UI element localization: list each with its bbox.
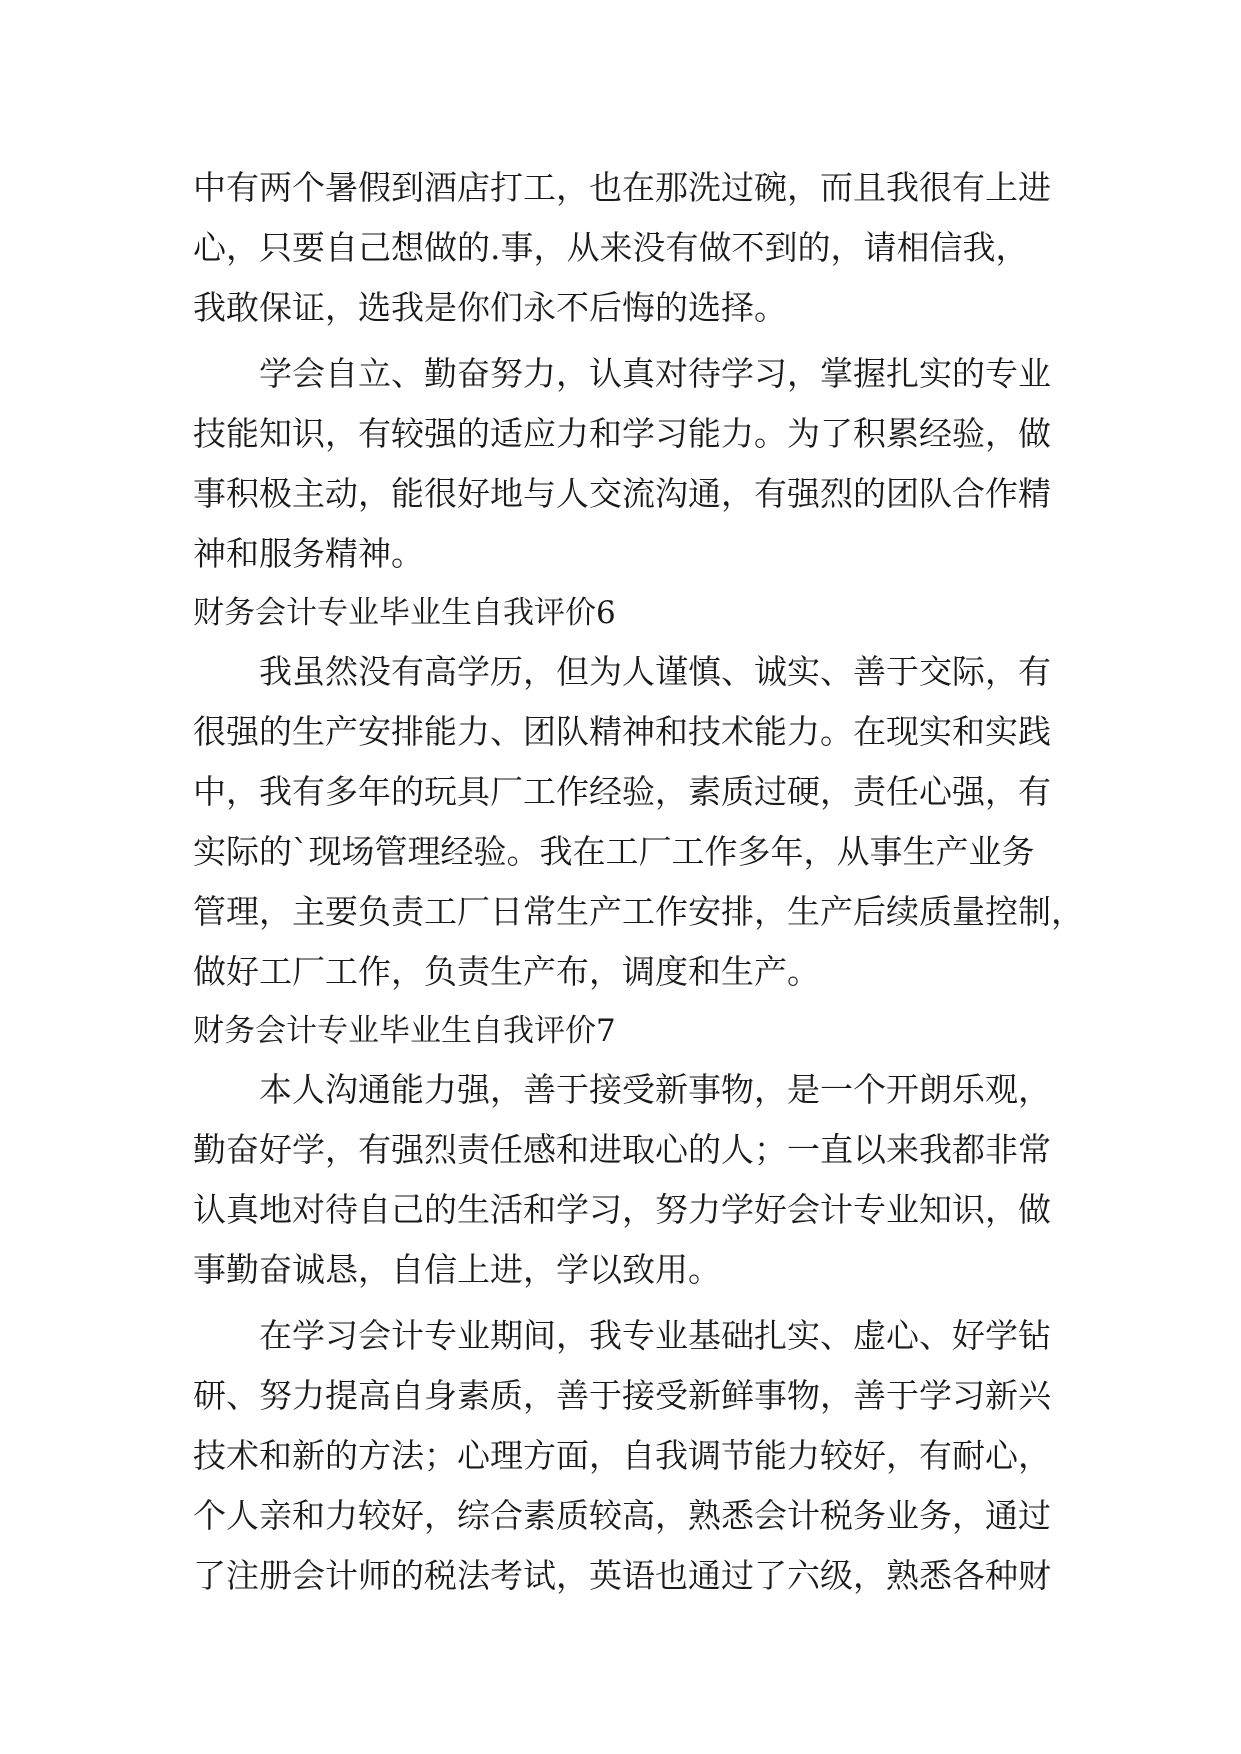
paragraph-line: 中有两个暑假到酒店打工，也在那洗过碗，而且我很有上进: [193, 168, 1051, 207]
paragraph-line: 管理，主要负责工厂日常生产工作安排，生产后续质量控制，: [193, 892, 1084, 931]
section-heading: 财务会计专业毕业生自我评价7: [193, 1013, 616, 1049]
paragraph-line: 心，只要自己想做的.事，从来没有做不到的，请相信我，: [193, 228, 1029, 267]
section-heading: 财务会计专业毕业生自我评价6: [193, 595, 616, 631]
paragraph-line: 事积极主动，能很好地与人交流沟通，有强烈的团队合作精: [193, 474, 1051, 513]
paragraph-line: 很强的生产安排能力、团队精神和技术能力。在现实和实践: [193, 712, 1051, 751]
paragraph-line: 个人亲和力较好，综合素质较高，熟悉会计税务业务，通过: [193, 1496, 1051, 1535]
paragraph-line: 神和服务精神。: [193, 534, 424, 573]
paragraph-line: 我虽然没有高学历，但为人谨慎、诚实、善于交际，有: [193, 652, 1051, 691]
paragraph: [193, 1060, 1068, 1300]
paragraph-line: 技能知识，有较强的适应力和学习能力。为了积累经验，做: [193, 414, 1051, 453]
paragraph: [193, 158, 1068, 338]
paragraph-line: 在学习会计专业期间，我专业基础扎实、虚心、好学钻: [193, 1316, 1051, 1355]
paragraph: [193, 1306, 1068, 1606]
paragraph-line: 了注册会计师的税法考试，英语也通过了六级，熟悉各种财: [193, 1556, 1051, 1595]
paragraph-line: 技术和新的方法；心理方面，自我调节能力较好，有耐心，: [193, 1436, 1051, 1475]
paragraph-line: 事勤奋诚恳，自信上进，学以致用。: [193, 1250, 721, 1289]
paragraph-line: 勤奋好学，有强烈责任感和进取心的人；一直以来我都非常: [193, 1130, 1051, 1169]
paragraph-line: 实际的`现场管理经验。我在工厂工作多年，从事生产业务: [193, 832, 1035, 871]
paragraph-line: 认真地对待自己的生活和学习，努力学好会计专业知识，做: [193, 1190, 1051, 1229]
paragraph-line: 中，我有多年的玩具厂工作经验，素质过硬，责任心强，有: [193, 772, 1051, 811]
paragraph-line: 学会自立、勤奋努力，认真对待学习，掌握扎实的专业: [193, 354, 1051, 393]
paragraph: [193, 344, 1068, 584]
paragraph-line: 做好工厂工作，负责生产布，调度和生产。: [193, 952, 820, 991]
paragraph-line: 本人沟通能力强，善于接受新事物，是一个开朗乐观，: [193, 1070, 1051, 1109]
paragraph: [193, 642, 1084, 1002]
paragraph-line: 研、努力提高自身素质，善于接受新鲜事物，善于学习新兴: [193, 1376, 1051, 1415]
paragraph-line: 我敢保证，选我是你们永不后悔的选择。: [193, 288, 787, 327]
document-body: [193, 158, 1084, 1606]
